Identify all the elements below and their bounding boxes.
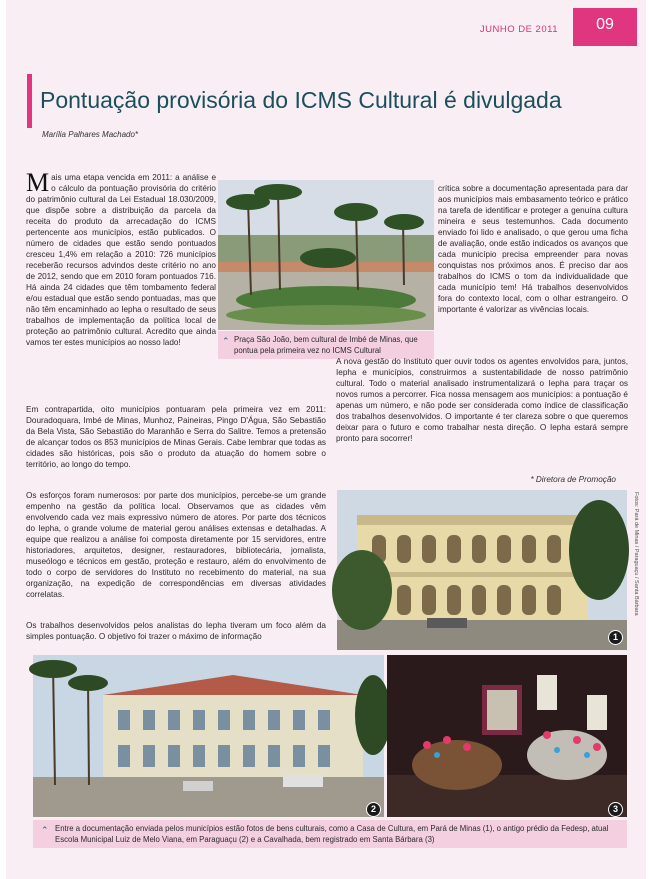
escola-illustration <box>33 655 384 817</box>
author-signoff: * Diretora de Promoção <box>530 475 616 484</box>
cavalhada-illustration <box>387 655 627 817</box>
casa-cultura-illustration <box>337 490 627 650</box>
caption-arrow-icon: ⌃ <box>41 825 49 835</box>
paragraph-gestao: A nova gestão do Instituto quer ouvir todos os agentes envolvidos para, juntos, Iepha e municípios, construirmos a sustentabilidade de nosso patrimônio cultural. Todo o material analisado instrumentalizará o Iepha para traçar os novos rumos a percorrer. Fica nossa mensagem aos municípios: a pontuação é apenas um número, e não pode ser considerada como índice de classificação dos trabalhos desenvolvidos. O importante é ter clareza sobre o que queremos deixar para o futuro e como trabalhar nesta direção. O Iepha estará sempre pronto para socorrer! <box>336 357 628 443</box>
paragraph-critica: crítica sobre a documentação apresentada para dar aos municípios mais embasamento teórico e prático na tarefa de identificar e proteger a genuína cultura mineira e seus testemunhos. Cada documento enviado foi lido e analisado, o que gerou uma ficha de avaliação, onde estão indicados os avanços que cada município precisa empreender para novas conquistas nos próximos anos. É preciso dar aos trabalhos do ICMS o tom da individualidade que cada município tem! Há trabalhos desenvolvidos fora do contexto local, com o olhar estrangeiro. O importante é valorizar as vivências locais. <box>438 184 628 314</box>
photo-casa-de-cultura <box>337 490 627 650</box>
paragraph-intro <box>26 168 216 347</box>
title-accent-bar <box>27 74 32 128</box>
paragraph-intro-text: ais uma etapa vencida em 2011: a análise e o cálculo da pontuação provisória do critério do patrimônio cultural da Lei Estadual 18.030/2009, que dispõe sobre a distribuição da parcela da receita do produto da arrecadação do ICMS pertencente aos municípios, estão publicados. O número de cidades que estão sendo pontuados cresceu 1,4% em relação a 2010: 726 municípios receberão recursos advindos deste critério no ano de 2012, sendo que em 2010 foram pontuados 716. Há ainda 24 cidades que têm tombamento federal e/ou estadual que estão sendo pontuadas, mas que não têm encaminhado ao Iepha o resultado de seus trabalhos de implementação da política local de proteção ao patrimônio cultural. Acredito que ainda vamos ter estes municípios ao nosso lado! <box>26 173 216 347</box>
photo-escola-municipal <box>33 655 384 817</box>
article-author: Marília Palhares Machado* <box>42 130 139 139</box>
photo-praca-sao-joao <box>218 180 434 330</box>
photo-cavalhada <box>387 655 627 817</box>
article-title: Pontuação provisória do ICMS Cultural é divulgada <box>40 87 562 113</box>
drop-cap: M <box>26 168 50 197</box>
caption-arrow-icon: ⌃ <box>222 336 230 346</box>
paragraph-contrapartida: Em contrapartida, oito municípios pontuaram pela primeira vez em 2011: Douradoquara, Imbé de Minas, Munhoz, Paineiras, Pingo D'Água, São Sebastião da Bela Vista, São Sebastião do Maranhão e Serra do Salitre. Temos a pretensão de alcançar todos os 853 municípios de Minas Gerais. Cabe lembrar que todas as cidades são históricas, pois são o produto da atuação do homem sobre o território, ao longo do tempo. <box>26 405 326 469</box>
photo-caption-praca: ⌃ Praça São João, bem cultural de Imbé de Minas, que pontua pela primeira vez no ICMS Cultural <box>218 331 434 359</box>
photo-badge-2: 2 <box>366 802 381 817</box>
photo-caption-bottom: ⌃ Entre a documentação enviada pelos municípios estão fotos de bens culturais, como a Casa de Cultura, em Pará de Minas (1), o antigo prédio da Fedesp, atual Escola Municipal Luiz de Melo Viana, em Paraguaçu (2) e a Cavalhada, bem registrado em Santa Bárbara (3) <box>33 820 627 848</box>
photo-credit: Fotos: Pará de Minas / Paraguaçu / Santa Bárbara <box>633 492 639 616</box>
page-number: 09 <box>573 8 637 46</box>
paragraph-esforcos: Os esforços foram numerosos: por parte dos municípios, percebe-se um grande empenho na gestão da política local. Observamos que as cidades vêm envolvendo cada vez mais expressivo número de atores. Por parte dos técnicos do Iepha, o grande volume de material gerou análises extensas e detalhadas. A equipe que realizou a análise foi composta diretamente por 15 servidores, entre historiadores, arquitetos, designer, restauradores, bibliotecária, jornalista, museólogo e técnicos em gestão, proteção e restauro, além do envolvimento de todo o corpo de servidores do Instituto no recebimento do material, na sua organização, na expedição de correspondências em diversas atividades correlatas. <box>26 491 326 599</box>
photo-badge-1: 1 <box>608 630 623 645</box>
paragraph-trabalhos: Os trabalhos desenvolvidos pelos analistas do Iepha tiveram um foco além da simples pontuação. O objetivo foi trazer o máximo de informação <box>26 621 326 641</box>
issue-date: JUNHO DE 2011 <box>479 24 558 35</box>
praca-illustration <box>218 180 434 330</box>
photo-badge-3: 3 <box>608 802 623 817</box>
